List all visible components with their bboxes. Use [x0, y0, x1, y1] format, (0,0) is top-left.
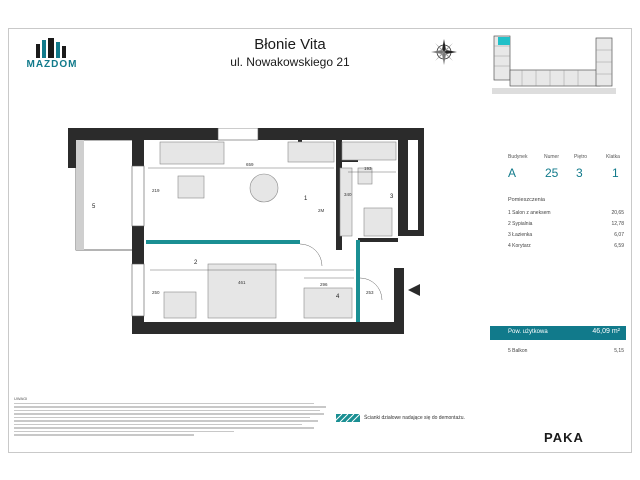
room-number: 5 [92, 204, 96, 210]
dimension-label: 219 [152, 188, 160, 193]
balcony-area: 5,15 [614, 348, 624, 354]
dimension-label: 250 [152, 290, 160, 295]
project-title: Błonie Vita [254, 36, 326, 53]
notes-block [14, 396, 334, 451]
room-number: 3 [390, 194, 394, 200]
room-area: 20,65 [611, 210, 624, 216]
furniture [160, 142, 396, 318]
building-key-plan [492, 34, 622, 98]
brand-name: MAZDOM [26, 59, 78, 70]
building-value: A [508, 166, 517, 180]
room-label: 1 Salon z aneksem [508, 210, 551, 216]
floor-value: 3 [576, 166, 583, 180]
room-number: 2 [194, 260, 198, 266]
developer-logo: PAKA [544, 430, 584, 445]
dimension-label: 193 [364, 166, 372, 171]
balcony-railing [76, 140, 84, 250]
usable-area-value: 46,09 m² [592, 328, 620, 335]
dimension-label: 659 [246, 162, 254, 167]
room-number: 1 [304, 196, 308, 202]
usable-area-label: Pow. użytkowa [508, 329, 548, 335]
dimension-label: 253 [366, 290, 374, 295]
mazdom-logo-icon [32, 36, 72, 58]
room-area: 12,78 [611, 221, 624, 227]
room-label: 3 Łazienka [508, 232, 533, 238]
entrance-arrow-icon [408, 284, 420, 296]
legend-text: Ścianki działowe nadające się do demontażu. [364, 415, 465, 421]
room-label: 2 Sypialnia [508, 221, 533, 227]
usable-area-bar [490, 326, 626, 340]
dimension-label: 461 [238, 280, 246, 285]
demolition-wall-swatch [336, 414, 360, 422]
balcony-area-outline [76, 140, 136, 250]
staircase-value: 1 [612, 166, 619, 180]
floor-plan [68, 128, 424, 334]
floor-label: Piętro [574, 154, 588, 160]
dimension-label: 340 [344, 192, 352, 197]
dimension-label: 296 [320, 282, 328, 287]
room-area: 6,59 [614, 243, 624, 249]
notes-title: UWAGI [14, 396, 28, 401]
legend [336, 414, 496, 426]
room-area: 6,07 [614, 232, 624, 238]
room-number: 4 [336, 294, 340, 300]
building-label: Budynek [508, 154, 528, 160]
selected-unit-marker [498, 37, 510, 45]
dimension-label: 2M [318, 208, 325, 213]
number-value: 25 [545, 166, 559, 180]
compass-rose-icon [430, 38, 458, 66]
brand-logo [10, 36, 94, 70]
balcony-label: 5 Balkon [508, 348, 528, 354]
rooms-title: Pomieszczenia [508, 197, 545, 203]
staircase-label: Klatka [606, 154, 620, 160]
number-label: Numer [544, 154, 560, 160]
room-label: 4 Korytarz [508, 243, 531, 249]
project-address: ul. Nowakowskiego 21 [230, 55, 350, 69]
